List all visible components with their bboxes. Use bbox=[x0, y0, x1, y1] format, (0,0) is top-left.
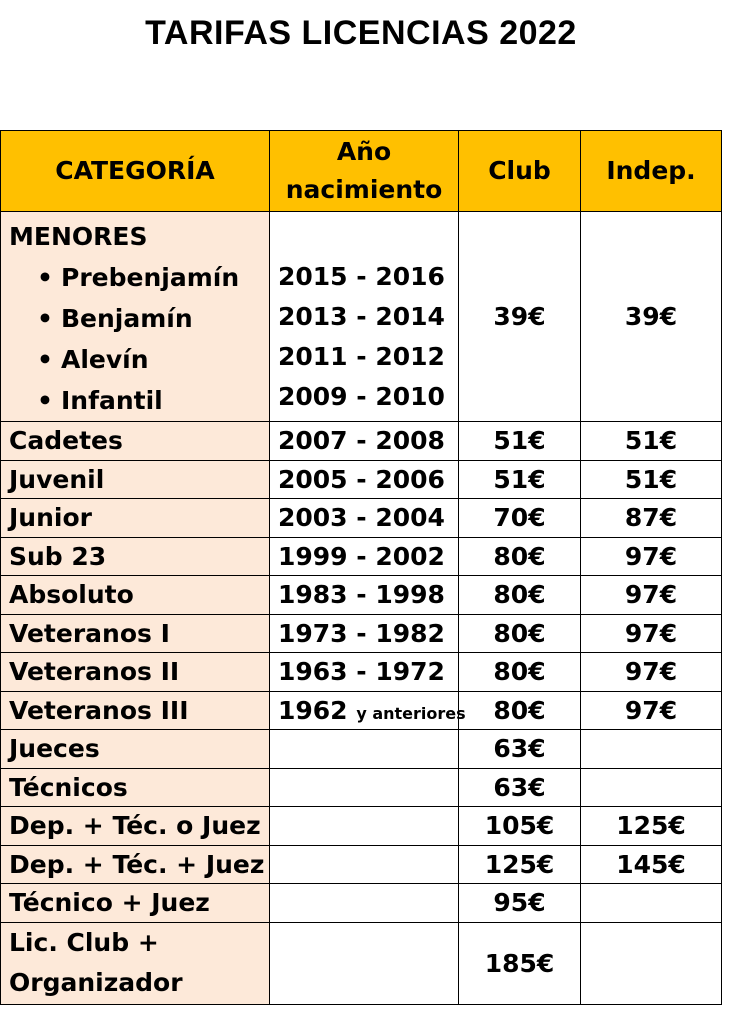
table-row bbox=[1, 499, 722, 538]
menores-label: MENORES bbox=[9, 222, 148, 251]
indep-price-cell: 97€ bbox=[581, 576, 722, 615]
header-club: Club bbox=[459, 131, 581, 212]
indep-price-cell bbox=[581, 884, 722, 923]
subcategory-item: • Alevín bbox=[37, 339, 261, 380]
category-cell: Veteranos III bbox=[1, 691, 270, 730]
indep-price-cell bbox=[581, 922, 722, 1004]
subcategory-item: • Infantil bbox=[37, 380, 261, 421]
birth-year-cell bbox=[270, 922, 459, 1004]
birth-year-cell: 1983 - 1998 bbox=[270, 576, 459, 615]
birth-year-cell: 1973 - 1982 bbox=[270, 614, 459, 653]
menores-cell bbox=[1, 212, 270, 422]
birth-year-cell bbox=[270, 845, 459, 884]
club-price-cell: 80€ bbox=[459, 537, 581, 576]
category-cell: Veteranos I bbox=[1, 614, 270, 653]
indep-price-cell: 125€ bbox=[581, 807, 722, 846]
club-price-cell: 51€ bbox=[459, 460, 581, 499]
indep-price-cell: 97€ bbox=[581, 614, 722, 653]
club-price-cell: 125€ bbox=[459, 845, 581, 884]
header-indep: Indep. bbox=[581, 131, 722, 212]
indep-price-cell: 87€ bbox=[581, 499, 722, 538]
indep-price-cell bbox=[581, 730, 722, 769]
table-row bbox=[1, 537, 722, 576]
header-ano-nacimiento: Año nacimiento bbox=[270, 131, 459, 212]
club-price-cell: 80€ bbox=[459, 691, 581, 730]
table-row bbox=[1, 460, 722, 499]
table-row bbox=[1, 807, 722, 846]
club-price-cell: 80€ bbox=[459, 576, 581, 615]
menores-year: 2011 - 2012 bbox=[278, 342, 445, 371]
club-price-cell: 105€ bbox=[459, 807, 581, 846]
table-row bbox=[1, 691, 722, 730]
header-categoria: CATEGORÍA bbox=[1, 131, 270, 212]
table-row bbox=[1, 884, 722, 923]
category-cell: Dep. + Téc. o Juez bbox=[1, 807, 270, 846]
menores-indep-price: 39€ bbox=[581, 212, 722, 422]
indep-price-cell: 145€ bbox=[581, 845, 722, 884]
category-cell: Veteranos II bbox=[1, 653, 270, 692]
category-cell: Lic. Club + Organizador bbox=[1, 922, 270, 1004]
club-price-cell: 80€ bbox=[459, 614, 581, 653]
category-cell: Técnico + Juez bbox=[1, 884, 270, 923]
table-row bbox=[1, 422, 722, 461]
indep-price-cell: 51€ bbox=[581, 460, 722, 499]
year-note: y anteriores bbox=[356, 703, 466, 723]
table-row bbox=[1, 653, 722, 692]
birth-year-cell: 2007 - 2008 bbox=[270, 422, 459, 461]
club-price-cell: 63€ bbox=[459, 730, 581, 769]
table-row-menores bbox=[1, 212, 722, 422]
club-price-cell: 63€ bbox=[459, 768, 581, 807]
subcategory-item: • Benjamín bbox=[37, 298, 261, 339]
indep-price-cell bbox=[581, 768, 722, 807]
menores-year: 2009 - 2010 bbox=[278, 382, 445, 411]
bullet-icon: • bbox=[37, 345, 53, 374]
club-price-cell: 95€ bbox=[459, 884, 581, 923]
table-row bbox=[1, 576, 722, 615]
menores-subcategory-list bbox=[9, 257, 261, 421]
birth-year-cell: 1962 y anteriores bbox=[270, 691, 459, 730]
club-price-cell: 80€ bbox=[459, 653, 581, 692]
birth-year-cell bbox=[270, 884, 459, 923]
subcategory-item: • Prebenjamín bbox=[37, 257, 261, 298]
table-header-row bbox=[1, 131, 722, 212]
menores-club-price: 39€ bbox=[459, 212, 581, 422]
category-cell: Absoluto bbox=[1, 576, 270, 615]
table-row bbox=[1, 845, 722, 884]
bullet-icon: • bbox=[37, 304, 53, 333]
club-price-cell: 185€ bbox=[459, 922, 581, 1004]
indep-price-cell: 51€ bbox=[581, 422, 722, 461]
indep-price-cell: 97€ bbox=[581, 653, 722, 692]
table-row bbox=[1, 614, 722, 653]
birth-year-cell bbox=[270, 768, 459, 807]
tariffs-table bbox=[0, 130, 722, 1005]
club-price-cell: 51€ bbox=[459, 422, 581, 461]
table-row bbox=[1, 768, 722, 807]
category-cell: Junior bbox=[1, 499, 270, 538]
category-cell: Técnicos bbox=[1, 768, 270, 807]
club-price-cell: 70€ bbox=[459, 499, 581, 538]
birth-year-cell bbox=[270, 807, 459, 846]
indep-price-cell: 97€ bbox=[581, 691, 722, 730]
birth-year-cell: 2005 - 2006 bbox=[270, 460, 459, 499]
page-title: TARIFAS LICENCIAS 2022 bbox=[145, 14, 577, 52]
menores-year: 2015 - 2016 bbox=[278, 262, 445, 291]
birth-year-cell: 1963 - 1972 bbox=[270, 653, 459, 692]
category-cell: Cadetes bbox=[1, 422, 270, 461]
category-cell: Jueces bbox=[1, 730, 270, 769]
bullet-icon: • bbox=[37, 263, 53, 292]
bullet-icon: • bbox=[37, 386, 53, 415]
category-cell: Dep. + Téc. + Juez bbox=[1, 845, 270, 884]
menores-years-cell bbox=[270, 212, 459, 422]
table-row-last bbox=[1, 922, 722, 1004]
category-cell: Sub 23 bbox=[1, 537, 270, 576]
menores-year: 2013 - 2014 bbox=[278, 302, 445, 331]
birth-year-cell: 1999 - 2002 bbox=[270, 537, 459, 576]
category-cell: Juvenil bbox=[1, 460, 270, 499]
indep-price-cell: 97€ bbox=[581, 537, 722, 576]
birth-year-cell bbox=[270, 730, 459, 769]
birth-year-cell: 2003 - 2004 bbox=[270, 499, 459, 538]
table-row bbox=[1, 730, 722, 769]
